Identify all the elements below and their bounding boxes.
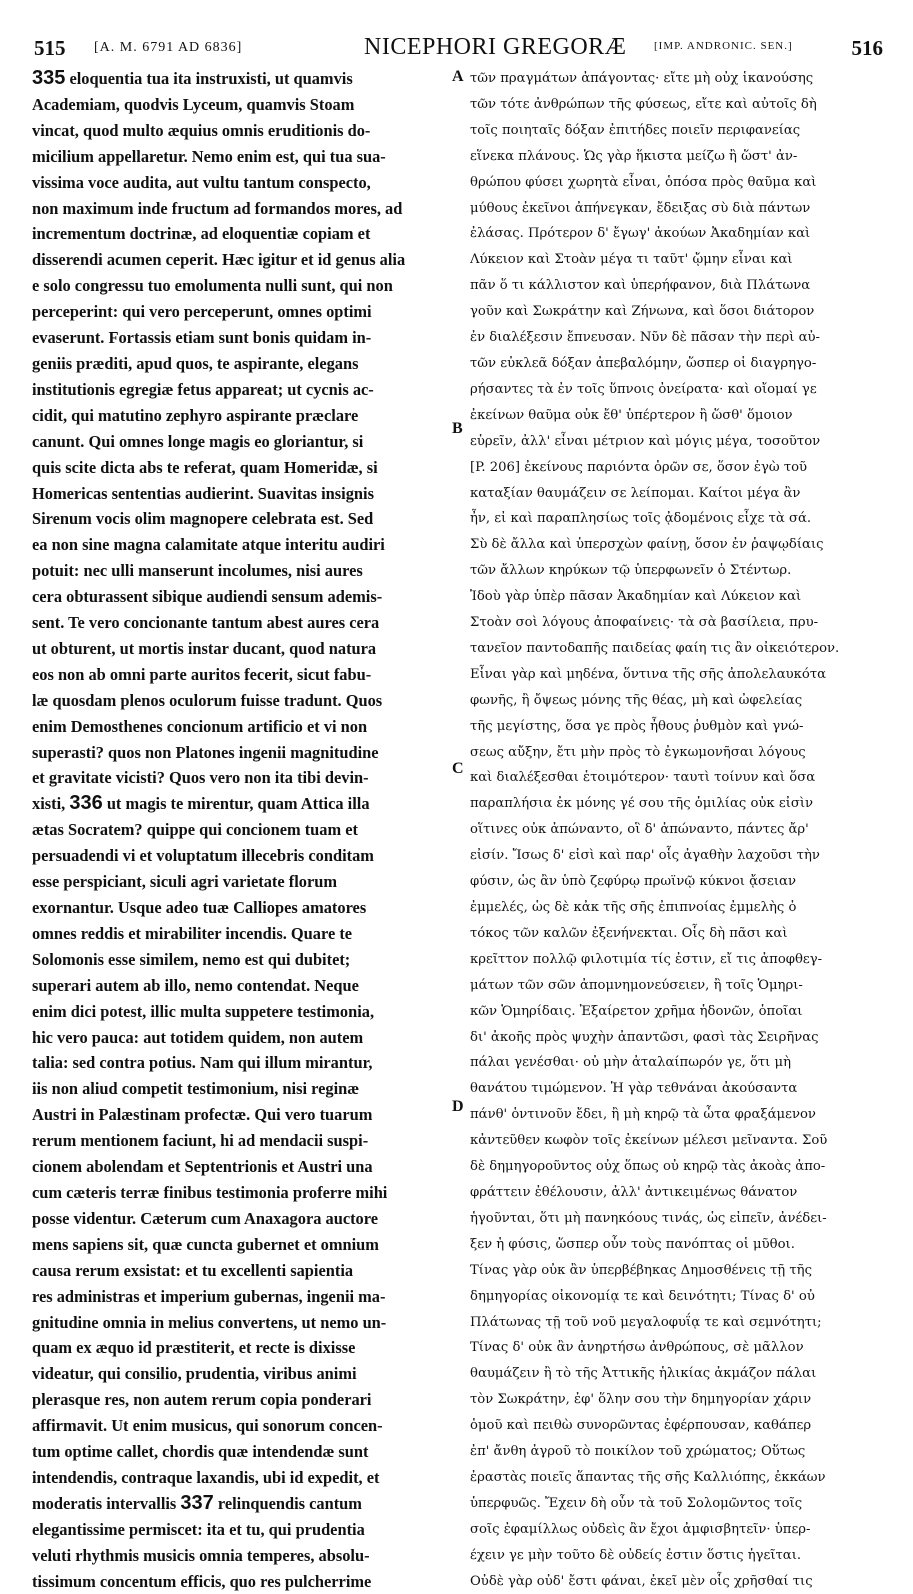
latin-text-line: cidit, qui matutino zephyro aspirante præclare xyxy=(32,405,359,425)
greek-text-line: δημηγορίας οἰκονομίᾳ τε καὶ δεινότητι; Τίνας δ' οὐ xyxy=(470,1288,815,1304)
greek-text-line: κῶν Ὁμηρίδαις. Ἐξαίρετον χρῆμα ἡδονῶν, ὁποῖαι xyxy=(470,1003,803,1019)
greek-text-line: ὁμοῦ καὶ πειθὼ συνορῶντας ἐφέρπουσαν, καθάπερ xyxy=(470,1418,812,1434)
latin-text-line: omnes reddis et mirabiliter incendis. Quare te xyxy=(32,923,353,943)
greek-text-line: Τίνας δ' οὐκ ἂν ἀνηρτήσω ἀνθρώπους, σὲ μᾶλλον xyxy=(470,1340,804,1356)
latin-text-line: persuadendi vi et voluptatum illecebris conditam xyxy=(32,846,374,866)
latin-text-line: affirmavit. Ut enim musicus, qui sonorum concen- xyxy=(32,1416,383,1436)
latin-text-line: ea non sine magna calamitate atque interitu audiri xyxy=(32,535,385,555)
greek-text-line: πᾶν ὅ τι κάλλιστον καὶ ὑπερήφανον, διὰ Πλάτωνα xyxy=(470,278,811,294)
latin-text-line: Academiam, quodvis Lyceum, quamvis Stoam xyxy=(32,94,355,114)
greek-text-line: ἐλάσας. Πρότερον δ' ἔγωγ' ἀκούων Ἀκαδημίαν καὶ xyxy=(470,226,811,242)
latin-text-line: non maximum inde fructum ad formandos mores, ad xyxy=(32,198,403,218)
latin-text-line: moderatis intervallis 337 relinquendis cantum xyxy=(32,1491,362,1514)
latin-text-line: cionem abolendam et Septentrionis et Austri una xyxy=(32,1157,373,1177)
latin-text-line: res administras et imperium gubernas, ingenii ma- xyxy=(32,1286,386,1306)
greek-text-line: τανεῖον παντοδαπῆς παιδείας φαίη τις ἂν οἰκειότερον. xyxy=(470,640,840,656)
greek-text-line: δὲ δημηγοροῦντος οὐχ ὅπως οὐ κηρῷ τὰς ἀκοὰς ἀπο- xyxy=(470,1159,826,1175)
greek-text-line: [P. 206] ἐκείνους παριόντα ὁρῶν σε, ὅσον ἐγὼ τοῦ xyxy=(470,459,808,475)
greek-text-line: Ἰδοὺ γὰρ ὑπὲρ πᾶσαν Ἀκαδημίαν καὶ Λύκειον καὶ xyxy=(470,589,802,605)
page-header xyxy=(34,30,883,66)
greek-text-line: τῶν ἄλλων κηρύκων τῷ ὑπερφωνεῖν ὁ Στέντωρ. xyxy=(470,563,792,579)
latin-text-line: vincat, quod multo æquius omnis eruditionis do- xyxy=(32,120,371,140)
left-header-meta: [A. M. 6791 AD 6836] xyxy=(94,40,243,55)
left-page-number: 515 xyxy=(34,36,66,60)
latin-text-line: gnitudine omnia in melius convertens, ut nemo un- xyxy=(32,1312,387,1332)
greek-text-line: μύθους ἐκεῖνοι ἀπήνεγκαν, ἔδειξας σὺ διὰ πάντων xyxy=(470,200,811,216)
greek-text-line: φύσιν, ὡς ἂν ὑπὸ ζεφύρῳ πρωϊνῷ κύκνοι ᾄσειαν xyxy=(470,874,796,890)
greek-text-line: δι' ἀκοῆς πρὸς ψυχὴν ἀπαντῶσι, φασὶ τὰς Σειρῆνας xyxy=(470,1029,819,1045)
greek-text-line: μάτων τῶν σῶν ἀπομνημονεύσειεν, ἢ τοῖς Ὁμηρι- xyxy=(470,977,803,993)
latin-text-line: exornantur. Usque adeo tuæ Calliopes amatores xyxy=(32,898,367,917)
latin-text-line: 335 eloquentia tua ita instruxisti, ut quamvis xyxy=(32,67,353,89)
latin-text-line: institutionis egregiæ fetus appareat; ut cycnis ac- xyxy=(32,379,374,399)
greek-text-line: τῶν εὐκλεᾶ δόξαν ἀπεβαλόμην, ὥσπερ οἱ διαγρηγο- xyxy=(470,355,817,371)
greek-text-line: κρεῖττον πολλῷ φιλοτιμία τίς ἐστιν, εἴ τις ἀποφθεγ- xyxy=(470,951,823,967)
greek-text-line: θαυμάζειν ἢ τὸ τῆς Ἀττικῆς ἡλικίας ἀκμάζον πάλαι xyxy=(470,1366,817,1382)
greek-text-line: τοῖς ποιηταῖς δόξαν ἐπιτήδες ποιεῖν περιφανείας xyxy=(470,122,801,138)
greek-text-line: Στοὰν σοὶ λόγους ἀποφαίνεις· τὰ σὰ βασίλεια, πρυ- xyxy=(470,615,819,631)
latin-text-line: esse perspiciant, siculi agri varietate florum xyxy=(32,872,337,892)
greek-text-line: τὸν Σωκράτην, ἐφ' ὅλην σου τὴν δημηγορίαν χάριν xyxy=(470,1392,812,1408)
greek-text-line: πάλαι γενέσθαι· οὐ μὴν ἀταλαίπωρόν γε, ὅτι μὴ xyxy=(470,1055,792,1071)
greek-text-line: έχειν γε μὴν τοῦτο δὲ οὐδείς ἐστιν ὅστις ἡγεῖται. xyxy=(470,1547,802,1563)
right-page-number: 516 xyxy=(851,36,883,60)
greek-text-line: εἵνεκα πλάνους. Ὡς γὰρ ἥκιστα μείζω ἢ ὥστ' ἀν- xyxy=(470,148,798,164)
latin-text-line: disserendi acumen ceperit. Hæc igitur et id genus alia xyxy=(32,250,406,270)
latin-text-line: enim dici potest, illic multa suppetere testimonia, xyxy=(32,1001,375,1021)
latin-text-line: plerasque res, non autem rerum copia ponderari xyxy=(32,1390,372,1410)
latin-text-line: canunt. Qui omnes longe magis eo gloriantur, si xyxy=(32,431,364,451)
latin-text-line: ætas Socratem? quippe qui concionem tuam et xyxy=(32,820,358,840)
greek-text-line: Εἶναι γὰρ καὶ μηδένα, ὅντινα τῆς σῆς ἀπολελαυκότα xyxy=(470,666,827,682)
latin-text-line: rerum mentionem faciunt, hi ad mendacii suspi- xyxy=(32,1131,369,1151)
greek-text-line: ἐραστὰς ποιεῖς ἅπαντας τῆς σῆς Καλλιόπης, ἐκκάων xyxy=(470,1469,826,1485)
greek-text-line: ἐπ' ἄνθη ἀγροῦ τὸ ποικίλον τοῦ χρώματος; Οὕτως xyxy=(470,1444,806,1460)
greek-text-line: θανάτου τιμώμενον. Ἡ γὰρ τεθνάναι ἀκούσαντα xyxy=(470,1081,798,1097)
greek-text-line: σεως αὔξην, ἔτι μὴν πρὸς τὸ ἐγκωμονῆσαι λόγους xyxy=(470,744,806,760)
latin-text-line: ut obturent, ut mortis instar ducant, quod natura xyxy=(32,638,377,658)
greek-text-line: ἐκείνων θαῦμα οὐκ ἔθ' ὑπέρτερον ἢ ὥσθ' ὅμοιον xyxy=(470,407,793,423)
latin-text-line: veluti rhythmis musicis omnia temperes, absolu- xyxy=(32,1545,370,1565)
greek-text-line: Οὐδὲ γὰρ οὐδ' ἔστι φάναι, ἐκεῖ μὲν οἷς χρῆσθαί τις xyxy=(470,1573,813,1589)
latin-text-line: Sirenum vocis olim magnopere celebrata est. Sed xyxy=(32,509,374,529)
latin-text-line: Solomonis esse similem, nemo est qui dubitet; xyxy=(32,949,351,969)
section-number: 336 xyxy=(69,792,103,815)
greek-text-line: εἰσίν. Ἴσως δ' εἰσὶ καὶ παρ' οἷς ἀγαθὴν λαχοῦσι τὴν xyxy=(470,848,820,864)
latin-text-line: talia: sed contra potius. Nam qui illum mirantur, xyxy=(32,1053,373,1073)
greek-text-line: φωνῆς, ἢ ὄψεως μόνης τῆς θέας, μὴ καὶ ὠφελείας xyxy=(470,692,803,708)
greek-text-line: ἦν, εἰ καὶ παραπλησίως τοῖς ᾀδομένοις εἶχε τὰ σά. xyxy=(470,511,812,527)
latin-text-line: e solo congressu tuo emolumenta nulli sunt, qui non xyxy=(32,276,393,296)
latin-text-line: cum cæteris terræ finibus testimonia proferre mihi xyxy=(32,1182,388,1202)
margin-letter-d: D xyxy=(452,1098,464,1115)
latin-text-line: hic vero pauca: aut totidem quidem, non autem xyxy=(32,1027,364,1047)
latin-text-line: superari autem ab illo, nemo contendat. Neque xyxy=(32,975,359,995)
greek-text-line: εὑρεῖν, ἀλλ' εἶναι μέτριον καὶ μόγις μέγα, τοσοῦτον xyxy=(470,433,821,449)
latin-text-line: incrementum doctrinæ, ad eloquentiæ copiam et xyxy=(32,224,371,244)
greek-text-line: γοῦν καὶ Σωκράτην καὶ Ζήνωνα, καὶ ὅσοι διάτορον xyxy=(470,304,815,320)
latin-text-line: quam ex æquo id præstiterit, et recte is dixisse xyxy=(32,1338,356,1358)
section-number: 337 xyxy=(180,1491,214,1514)
greek-text-line: τῶν τότε ἀνθρώπων τῆς φύσεως, εἴτε καὶ αὐτοῖς δὴ xyxy=(470,96,817,112)
greek-text-line: τῆς μεγίστης, ὅσα γε πρὸς ἦθους ῥυθμὸν καὶ γνώ- xyxy=(470,718,804,734)
greek-text-line: τῶν πραγμάτων ἀπάγοντας· εἴτε μὴ οὐχ ἱκανούσης xyxy=(470,71,814,86)
latin-text-line: superasti? quos non Platones ingenii magnitudine xyxy=(32,742,379,762)
greek-text-line: Τίνας γὰρ οὐκ ἂν ὑπερβέβηκας Δημοσθένεις τῇ τῆς xyxy=(470,1262,812,1278)
greek-text-line: ξεν ἡ φύσις, ὥσπερ οὖν τοὺς πανόπτας οἱ μῦθοι. xyxy=(470,1236,795,1252)
latin-text-line: tissimum concentum efficis, quo res pulcherrime xyxy=(32,1571,372,1591)
latin-text-line: xisti, 336 ut magis te mirentur, quam Attica illa xyxy=(32,792,370,815)
latin-text-line: enim Demosthenes concionum artificio et vi non xyxy=(32,716,368,736)
greek-text-line: Πλάτωνας τῇ τοῦ νοῦ μεγαλοφυΐᾳ τε καὶ σεμνότητι; xyxy=(470,1314,822,1330)
margin-letter-a: A xyxy=(452,68,464,85)
margin-letter-b: B xyxy=(452,420,463,437)
latin-text-line: eos non ab omni parte auritos fecerit, sicut fabu- xyxy=(32,664,372,684)
greek-text-line: σοῖς ἐφαμίλλως οὐδεὶς ἂν ἔχοι ἀμφισβητεῖν· ὑπερ- xyxy=(470,1521,811,1537)
latin-text-line: evaserunt. Fortassis etiam sunt bonis quidam in- xyxy=(32,328,372,348)
latin-text-line: videatur, qui consilio, prudentia, viribus animi xyxy=(32,1364,357,1384)
greek-column xyxy=(470,66,884,1594)
latin-text-line: iis non aliud competit testimonium, nisi reginæ xyxy=(32,1079,360,1099)
greek-text-line: κἀντεῦθεν κωφὸν τοῖς ἐκείνων μέλεσι μεῖναντα. Σοῦ xyxy=(470,1133,828,1149)
greek-text-line: Σὺ δὲ ἄλλα καὶ ὑπερσχὼν φαίνῃ, ὅσον ἐν ῥαψῳδίαις xyxy=(470,537,824,553)
greek-text-line: καὶ διαλέξεσθαι ἑτοιμότερον· ταυτὶ τοίνυν καὶ ὅσα xyxy=(470,770,816,786)
greek-text-line: παραπλήσια ἐκ μόνης γέ σου τῆς ὁμιλίας οὐκ εἰσὶν xyxy=(470,796,814,812)
latin-text-line: perceperint: qui vero perceperunt, omnes optimi xyxy=(32,302,372,322)
section-number: 335 xyxy=(32,67,66,89)
latin-text-line: sent. Te vero concionante tantum abest aures cera xyxy=(32,613,380,633)
latin-text-line: mens sapiens sit, quæ cuncta gubernet et omnium xyxy=(32,1234,379,1254)
running-title: NICEPHORI GREGORÆ xyxy=(364,34,627,60)
greek-text-line: ὑπερφυῶς. Ἔχειν δὴ οὖν τὰ τοῦ Σολομῶντος τοῖς xyxy=(470,1495,803,1511)
latin-text-line: quis scite dicta abs te referat, quam Homeridæ, si xyxy=(32,457,378,477)
latin-text-line: causa rerum exsistat: et tu excellenti sapientia xyxy=(32,1260,354,1280)
greek-text-line: τόκος τῶν καλῶν ἐξενήνεκται. Οἷς δὴ πᾶσι καὶ xyxy=(470,925,788,941)
latin-text-line: læ quosdam plenos oculorum fuisse tradunt. Quos xyxy=(32,690,383,710)
latin-text-line: elegantissime permiscet: ita et tu, qui prudentia xyxy=(32,1519,365,1539)
greek-text-line: φράττειν ἐθέλουσιν, ἀλλ' ἀντικειμένως θάνατον xyxy=(470,1184,798,1200)
greek-text-line: καταξίαν θαυμάζειν σε λείπομαι. Καίτοι μέγα ἂν xyxy=(470,485,801,501)
latin-text-line: intendendis, contraque laxandis, ubi id expedit, et xyxy=(32,1467,380,1487)
greek-text-line: πάνθ' ὁντινοῦν ἔδει, ἢ μὴ κηρῷ τὰ ὦτα φραξάμενον xyxy=(470,1107,816,1123)
margin-letter-c: C xyxy=(452,760,464,777)
latin-text-line: cera obturassent sibique audiendi sensum ademis- xyxy=(32,587,383,607)
latin-text-line: tum optime callet, chordis quæ intendendæ sunt xyxy=(32,1442,369,1462)
latin-text-line: potuit: nec ulli manserunt incolumes, nisi aures xyxy=(32,561,363,581)
greek-text-line: ἡγοῦνται, ὅτι μὴ πανηκόους τινάς, ὡς εἰπεῖν, ἀνέδει- xyxy=(470,1210,827,1226)
latin-text-line: Homericas sententias audierint. Suavitas insignis xyxy=(32,483,374,503)
latin-text-line: vissima voce audita, aut vultu tantum conspecto, xyxy=(32,172,371,192)
right-header-meta: [IMP. ANDRONIC. SEN.] xyxy=(654,40,793,52)
latin-text-line: et gravitate vicisti? Quos vero non ita tibi devin- xyxy=(32,768,369,788)
greek-text-line: θρώπου φύσει χωρητὰ εἶναι, ὁπόσα πρὸς θαῦμα καὶ xyxy=(470,174,817,190)
greek-text-line: ρήσαντες τὰ ἐν τοῖς ὕπνοις ὀνείρατα· καὶ οἴομαί γε xyxy=(470,381,817,397)
greek-text-line: ἐμμελές, ὡς δὲ κἀκ τῆς σῆς ἐπιπνοίας ἐμμελὴς ὁ xyxy=(470,900,797,915)
latin-text-line: geniis præditi, apud quos, te aspirante, elegans xyxy=(32,353,359,373)
latin-text-line: posse videntur. Cæterum cum Anaxagora auctore xyxy=(32,1208,379,1228)
greek-text-line: οἵτινες οὐκ ἀπώναντο, οἳ δ' ἀπώναντο, πάντες ἄρ' xyxy=(470,822,809,838)
latin-column xyxy=(32,66,450,1594)
latin-text-line: micilium appellaretur. Nemo enim est, qui tua sua- xyxy=(32,146,386,166)
greek-text-line: ἐν διαλέξεσιν ἔπνευσαν. Νῦν δὲ πᾶσαν τὴν περὶ αὐ- xyxy=(470,330,820,346)
latin-text-line: Austri in Palæstinam profectæ. Qui vero tuarum xyxy=(32,1105,373,1125)
greek-text-line: Λύκειον καὶ Στοὰν μέγα τι ταῦτ' ᾤμην εἶναι καὶ xyxy=(470,252,793,268)
